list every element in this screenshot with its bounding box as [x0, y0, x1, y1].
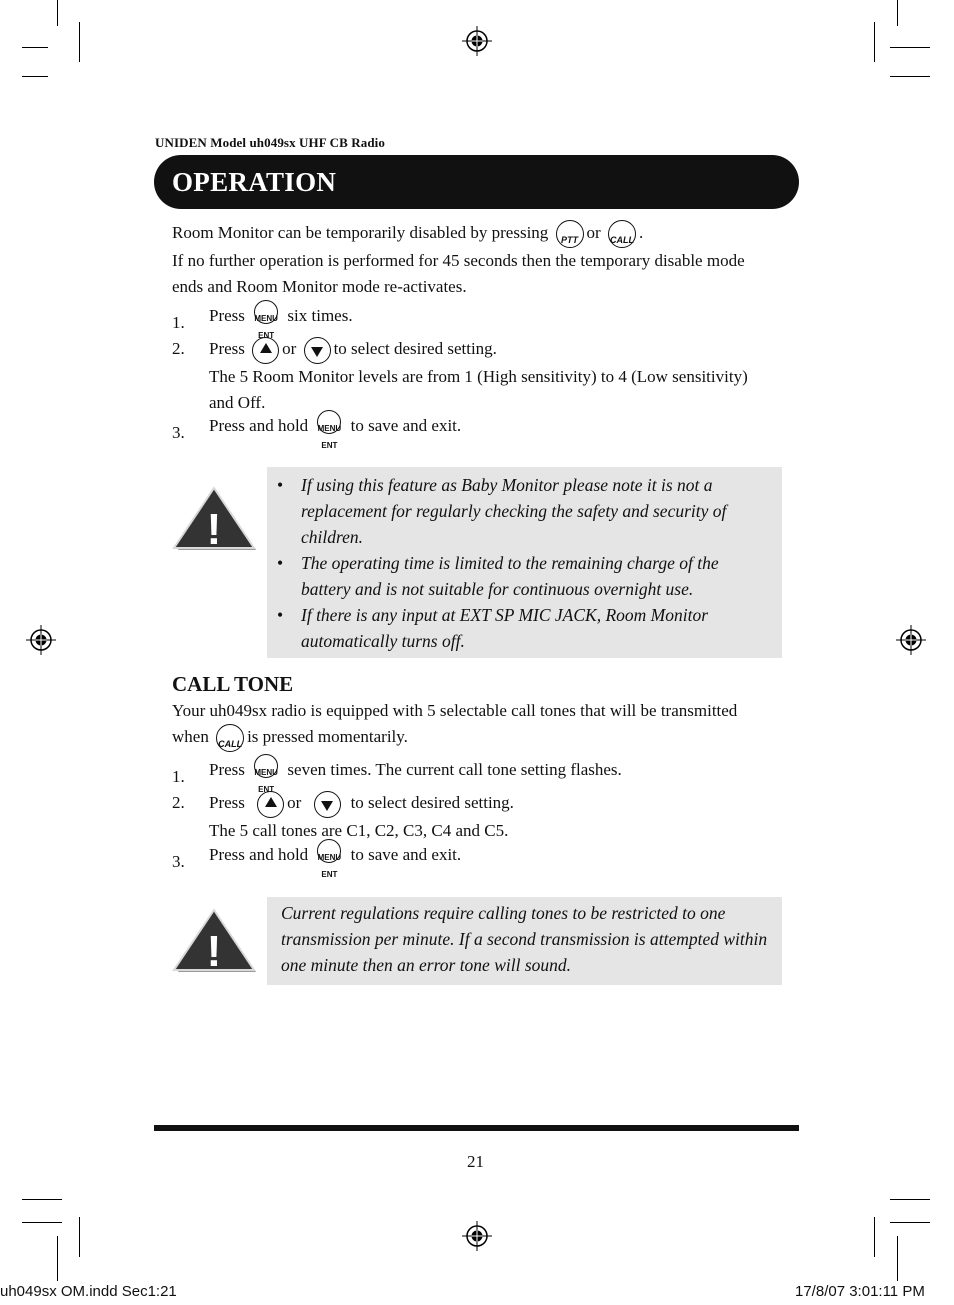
ptt-button-icon: PTT — [556, 220, 584, 248]
call-step-1-text: Press MENU ENT seven times. The current call tone setting flashes. — [209, 754, 809, 788]
regulation-note-text: Current regulations require calling tones to be restricted to one transmission per minute. If a second transmission is attempted within one minute then an error tone will sound. — [281, 903, 768, 975]
menu-ent-button-icon: MENU ENT — [314, 839, 344, 873]
step-number: 2. — [172, 339, 185, 358]
intro-paragraph — [172, 220, 802, 300]
crop-mark — [890, 1222, 930, 1223]
registration-mark-icon — [896, 625, 926, 655]
step-2-text: Press or to select desired setting. The 5 Room Monitor levels are from 1 (High sensitivity) to 4 (Low sensitivity) and Off. — [209, 336, 809, 416]
menu-ent-button-icon: MENU ENT — [314, 410, 344, 444]
registration-mark-icon — [26, 625, 56, 655]
crop-mark — [57, 1236, 58, 1281]
registration-mark-icon — [462, 26, 492, 56]
print-slug-right: 17/8/07 3:01:11 PM — [795, 1283, 925, 1300]
step-number: 2. — [172, 793, 185, 812]
intro-line-2: If no further operation is performed for 45 seconds then the temporary disable mode — [172, 251, 745, 271]
warning-triangle-icon — [170, 908, 258, 976]
section-banner — [154, 155, 799, 209]
svg-text:!: ! — [206, 927, 222, 976]
warning-bullet: • The operating time is limited to the remaining charge of the battery and is not suitable for continuous overnight use. — [277, 550, 767, 602]
call-step-2-text: Press or to select desired setting. The 5 call tones are C1, C2, C3, C4 and C5. — [209, 790, 809, 844]
crop-mark — [874, 22, 875, 62]
crop-mark — [22, 1222, 62, 1223]
call-tone-intro: Your uh049sx radio is equipped with 5 selectable call tones that will be transmitted when CALL is pressed momentarily. — [172, 698, 802, 752]
step-3-text: Press and hold MENU ENT to save and exit. — [209, 410, 809, 444]
step-number: 3. — [172, 852, 185, 871]
section-title: OPERATION — [172, 167, 337, 197]
down-arrow-button-icon — [314, 791, 341, 818]
up-arrow-button-icon — [252, 337, 279, 364]
down-arrow-button-icon — [304, 337, 331, 364]
warning-triangle-icon — [170, 486, 258, 554]
intro-line-1: Room Monitor can be temporarily disabled by pressing PTT or CALL . — [172, 220, 802, 248]
step-number: 1. — [172, 313, 185, 332]
crop-mark — [79, 1217, 80, 1257]
crop-mark — [897, 0, 898, 26]
crop-mark — [890, 1199, 930, 1200]
crop-mark — [22, 1199, 62, 1200]
crop-mark — [22, 47, 48, 48]
step-number: 3. — [172, 423, 185, 442]
crop-mark — [22, 76, 48, 77]
step-1-text: Press MENU ENT six times. — [209, 300, 809, 334]
crop-mark — [890, 47, 930, 48]
warning-bullet: • If there is any input at EXT SP MIC JACK, Room Monitor automatically turns off. — [277, 602, 767, 654]
page-number: 21 — [467, 1152, 484, 1171]
crop-mark — [890, 76, 930, 77]
intro-line-3: ends and Room Monitor mode re-activates. — [172, 277, 467, 297]
registration-mark-icon — [462, 1221, 492, 1251]
call-step-3-text: Press and hold MENU ENT to save and exit. — [209, 839, 809, 873]
call-button-icon: CALL — [216, 724, 244, 752]
warning-note-list — [277, 472, 767, 654]
running-header: UNIDEN Model uh049sx UHF CB Radio — [155, 135, 385, 150]
crop-mark — [57, 0, 58, 26]
crop-mark — [874, 1217, 875, 1257]
up-arrow-button-icon — [257, 791, 284, 818]
call-tone-heading: CALL TONE — [172, 672, 294, 696]
print-slug-left: uh049sx OM.indd Sec1:21 — [0, 1283, 177, 1300]
footer-rule — [154, 1125, 799, 1131]
crop-mark — [79, 22, 80, 62]
warning-bullet: • If using this feature as Baby Monitor please note it is not a replacement for regularly checking the safety and security of children. — [277, 472, 767, 550]
menu-ent-button-icon: MENU ENT — [251, 300, 281, 334]
crop-mark — [897, 1236, 898, 1281]
svg-text:!: ! — [206, 505, 222, 554]
step-number: 1. — [172, 767, 185, 786]
menu-ent-button-icon: MENU ENT — [251, 754, 281, 788]
call-button-icon: CALL — [608, 220, 636, 248]
